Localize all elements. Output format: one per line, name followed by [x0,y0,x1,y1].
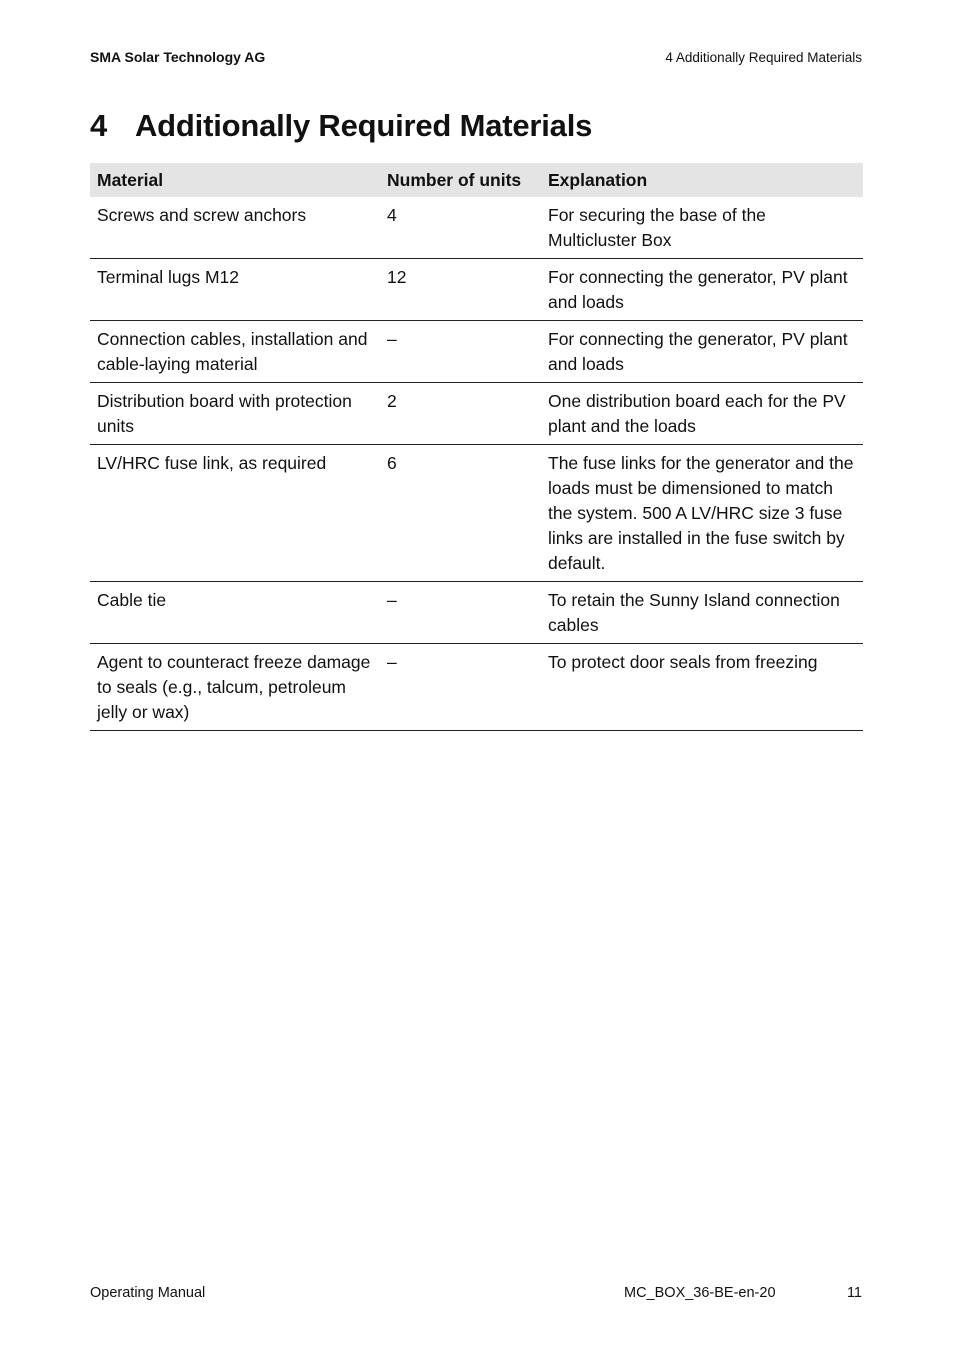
cell-explanation: To retain the Sunny Island connection cables [541,582,863,644]
cell-material: Terminal lugs M12 [90,259,380,321]
cell-explanation: For securing the base of the Multicluster Box [541,197,863,259]
table-header-row [90,163,863,197]
table-row [90,197,863,259]
materials-table [90,163,863,731]
cell-explanation: The fuse links for the generator and the loads must be dimensioned to match the system. 500 A LV/HRC size 3 fuse links are installed in the fuse switch by default. [541,445,863,582]
cell-material: Agent to counteract freeze damage to seals (e.g., talcum, petroleum jelly or wax) [90,644,380,731]
table-header [90,163,863,197]
cell-explanation: To protect door seals from freezing [541,644,863,731]
column-header-material: Material [90,163,380,197]
cell-units: 2 [380,383,541,445]
table-row [90,321,863,383]
header-company: SMA Solar Technology AG [90,49,266,65]
cell-units: 12 [380,259,541,321]
column-header-explanation: Explanation [541,163,863,197]
table-row [90,383,863,445]
chapter-title-text: Additionally Required Materials [135,108,593,143]
footer-doc-type: Operating Manual [90,1285,206,1301]
cell-material: LV/HRC fuse link, as required [90,445,380,582]
table-row [90,644,863,731]
chapter-title [90,108,592,144]
cell-units: – [380,582,541,644]
cell-explanation: One distribution board each for the PV plant and the loads [541,383,863,445]
table-row [90,445,863,582]
table-body [90,197,863,731]
cell-units: – [380,321,541,383]
header-section-ref: 4 Additionally Required Materials [665,50,862,65]
cell-material: Screws and screw anchors [90,197,380,259]
footer-doc-code: MC_BOX_36-BE-en-20 [624,1285,776,1301]
cell-material: Connection cables, installation and cable-laying material [90,321,380,383]
cell-units: – [380,644,541,731]
column-header-units: Number of units [380,163,541,197]
cell-units: 6 [380,445,541,582]
cell-units: 4 [380,197,541,259]
chapter-number: 4 [90,108,108,143]
cell-material: Distribution board with protection units [90,383,380,445]
cell-material: Cable tie [90,582,380,644]
footer-page-number: 11 [846,1285,862,1301]
cell-explanation: For connecting the generator, PV plant and loads [541,321,863,383]
table-row [90,582,863,644]
table-row [90,259,863,321]
cell-explanation: For connecting the generator, PV plant and loads [541,259,863,321]
